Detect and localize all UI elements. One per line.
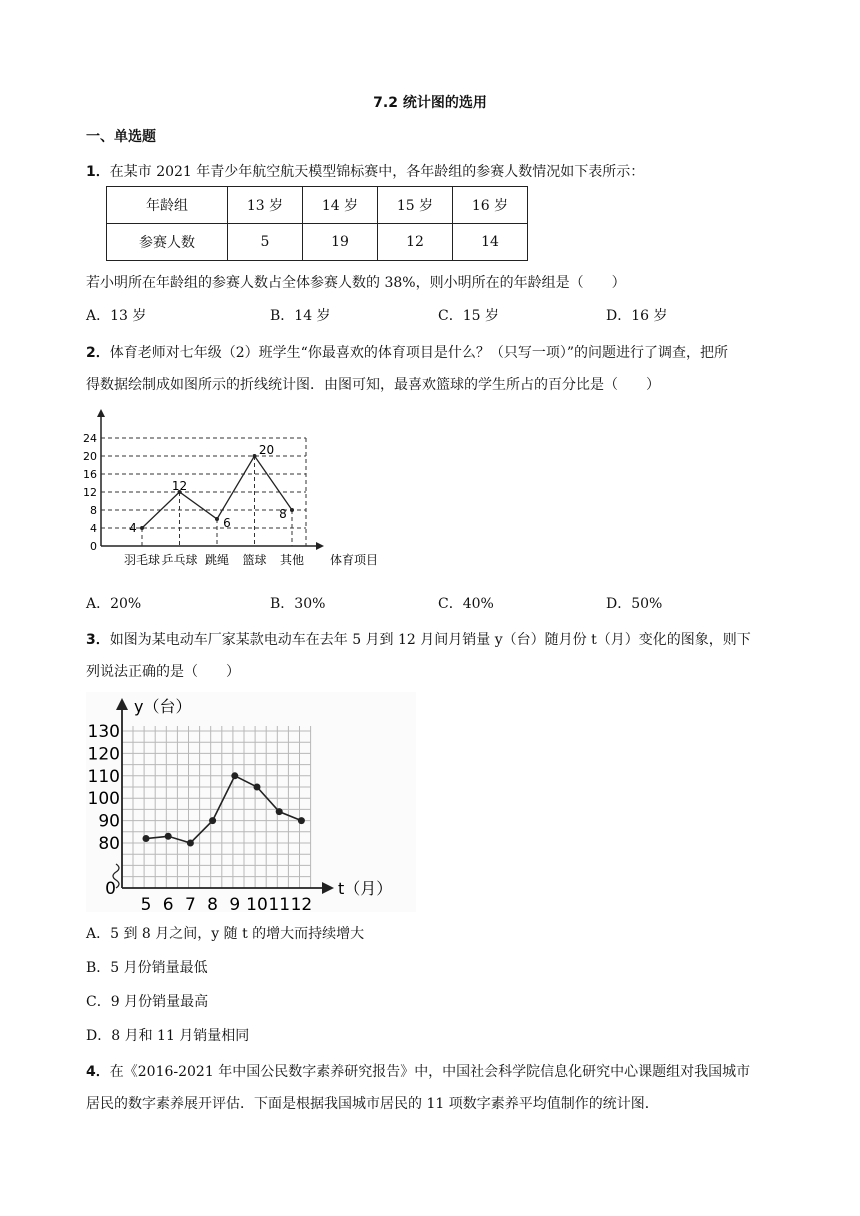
data-point <box>187 840 194 847</box>
table-cell: 12 <box>378 224 453 261</box>
y-tick-label: 80 <box>98 834 120 854</box>
q3-option-b[interactable]: B．5 月份销量最低 <box>86 960 208 976</box>
data-label: 4 <box>129 521 137 535</box>
y-axis-arrow-icon <box>97 409 105 417</box>
x-tick-label: 6 <box>162 895 174 912</box>
q3-option-c[interactable]: C．9 月份销量最高 <box>86 994 209 1010</box>
data-label: 6 <box>223 516 231 530</box>
x-tick-label: 5 <box>140 895 152 912</box>
sales-line-chart <box>86 692 416 912</box>
data-point <box>215 517 219 521</box>
y-tick-label: 90 <box>98 811 120 832</box>
x-axis-arrow-icon <box>316 542 324 550</box>
table-row <box>107 224 528 261</box>
question-2-line-1 <box>86 342 728 362</box>
table-cell: 15 岁 <box>378 187 453 224</box>
question-1-number: 1． <box>86 164 110 180</box>
question-1-stem <box>86 161 644 181</box>
q1-option-c[interactable]: C．15 岁 <box>438 308 499 324</box>
table-cell: 参赛人数 <box>107 224 228 261</box>
q1-option-b[interactable]: B．14 岁 <box>270 308 331 324</box>
x-tick-label: 11 <box>268 895 291 912</box>
question-3-number: 3． <box>86 632 110 648</box>
data-point <box>165 833 172 840</box>
q2-option-b[interactable]: B．30% <box>270 596 326 612</box>
data-point <box>140 526 144 530</box>
q3-option-a[interactable]: A．5 到 8 月之间，y 随 t 的增大而持续增大 <box>86 926 365 942</box>
question-1-text: 在某市 2021 年青少年航空航天模型锦标赛中，各年龄组的参赛人数情况如下表所示： <box>109 164 645 180</box>
y-tick-label: 8 <box>90 504 97 517</box>
question-4-number: 4． <box>86 1064 110 1080</box>
x-tick-label: 8 <box>207 895 219 912</box>
table-cell: 16 岁 <box>453 187 528 224</box>
data-point <box>231 772 238 779</box>
x-axis-label: t（月） <box>338 879 393 898</box>
x-tick-label: 跳绳 <box>204 553 230 567</box>
sports-line-chart <box>80 405 400 575</box>
q2-option-a[interactable]: A．20% <box>86 596 142 612</box>
y-tick-label: 24 <box>83 432 97 445</box>
table-cell: 年龄组 <box>107 187 228 224</box>
page-title: 7.2 统计图的选用 <box>373 95 487 111</box>
question-4-line-2: 居民的数字素养展开评估．下面是根据我国城市居民的 11 项数字素养平均值制作的统计图． <box>86 1096 659 1112</box>
table-row <box>107 187 528 224</box>
question-3-line-2: 列说法正确的是（ ） <box>86 664 240 680</box>
data-point <box>298 817 305 824</box>
data-point <box>276 808 283 815</box>
data-label: 8 <box>279 507 287 521</box>
table-cell: 5 <box>228 224 303 261</box>
x-tick-label: 12 <box>290 895 313 912</box>
section-heading: 一、单选题 <box>86 129 156 145</box>
y-tick-label: 4 <box>90 522 97 535</box>
question-1-stem-2: 若小明所在年龄组的参赛人数占全体参赛人数的 38%，则小明所在的年龄组是（ ） <box>86 275 626 291</box>
data-point <box>254 784 261 791</box>
table-cell: 14 <box>453 224 528 261</box>
age-group-table <box>106 186 528 261</box>
question-4-text: 在《2016-2021 年中国公民数字素养研究报告》中，中国社会科学院信息化研究中心课题组对我国城市 <box>109 1064 751 1080</box>
q3-option-d[interactable]: D．8 月和 11 月销量相同 <box>86 1028 250 1044</box>
question-4-line-1 <box>86 1061 750 1081</box>
q2-option-c[interactable]: C．40% <box>438 596 494 612</box>
q1-option-d[interactable]: D．16 岁 <box>606 308 668 324</box>
table-cell: 13 岁 <box>228 187 303 224</box>
x-tick-label: 篮球 <box>242 553 267 567</box>
q1-option-a[interactable]: A．13 岁 <box>86 308 147 324</box>
y-tick-label: 12 <box>83 486 97 499</box>
x-axis-label: 体育项目 <box>329 553 379 567</box>
data-point <box>209 817 216 824</box>
question-2-number: 2． <box>86 345 110 361</box>
y-tick-label: 100 <box>87 789 120 810</box>
x-tick-label: 其他 <box>279 553 305 567</box>
y-tick-label: 20 <box>83 450 97 463</box>
table-cell: 19 <box>303 224 378 261</box>
table-cell: 14 岁 <box>303 187 378 224</box>
y-tick-label: 120 <box>87 744 120 765</box>
y-tick-label: 0 <box>105 879 116 899</box>
x-tick-label: 羽毛球 <box>123 553 161 567</box>
question-2-line-2: 得数据绘制成如图所示的折线统计图．由图可知，最喜欢篮球的学生所占的百分比是（ ） <box>86 377 660 393</box>
x-tick-label: 7 <box>184 895 196 912</box>
y-tick-label: 130 <box>87 722 120 742</box>
x-tick-label: 乒乓球 <box>161 553 198 567</box>
data-label: 12 <box>171 479 188 493</box>
y-axis-label: y（台） <box>134 697 192 716</box>
y-tick-label: 110 <box>87 766 120 787</box>
data-point <box>253 454 257 458</box>
x-tick-label: 9 <box>229 895 241 912</box>
question-3-text: 如图为某电动车厂家某款电动车在去年 5 月到 12 月间月销量 y（台）随月份 t（月）变化的图象，则下 <box>109 632 751 648</box>
x-tick-label: 10 <box>246 895 268 912</box>
y-tick-label: 16 <box>83 468 97 481</box>
data-point <box>143 835 150 842</box>
question-2-text: 体育老师对七年级（2）班学生“你最喜欢的体育项目是什么？（只写一项）”的问题进行了调查，把所 <box>109 345 728 361</box>
q2-option-d[interactable]: D．50% <box>606 596 663 612</box>
data-label: 20 <box>258 443 275 457</box>
data-point <box>290 508 294 512</box>
question-3-line-1 <box>86 629 751 649</box>
y-tick-label: 0 <box>90 540 97 553</box>
